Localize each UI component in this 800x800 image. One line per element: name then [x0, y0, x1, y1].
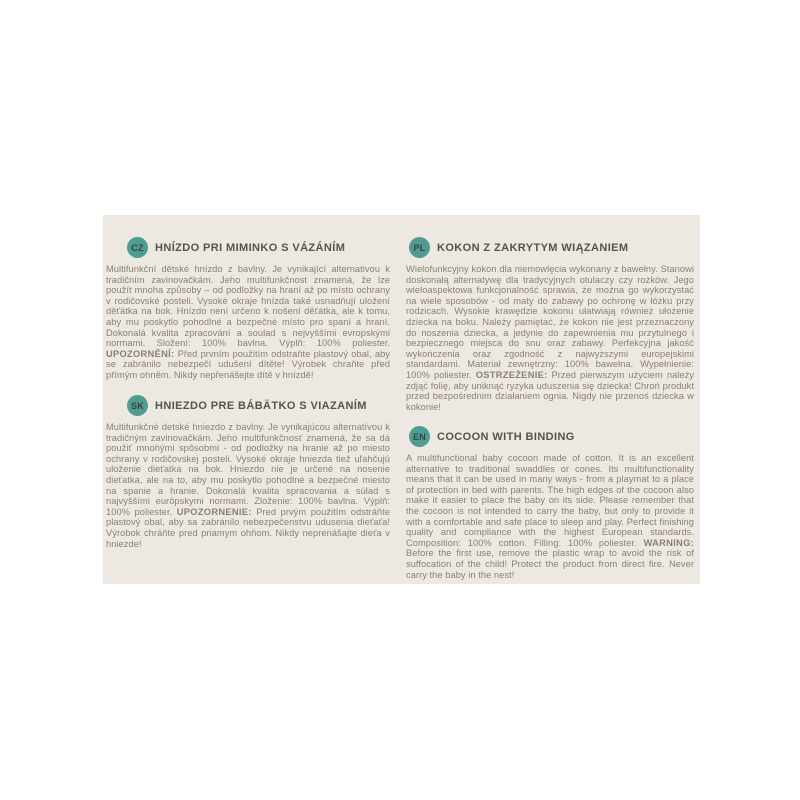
product-label-card — [103, 215, 700, 584]
section-en-warning-label: WARNING: — [643, 537, 694, 548]
section-en-title: COCOON WITH BINDING — [437, 430, 575, 443]
language-badge-en: EN — [409, 426, 430, 447]
language-badge-sk: SK — [127, 395, 148, 416]
section-sk-body-post: Pred prvým použitím odstráňte plastový obal, aby sa zabránilo nebezpečenstvu udusenia dieťaťa! Výrobok chráňte pred priamym ohňom. Nikdy neprenášajte dieťa v hniezde! — [106, 506, 390, 549]
section-sk-body-pre: Multifunkčné detské hniezdo z bavlny. Je vynikajúcou alternatívou k tradičným zavinovačkám. Jeho multifunkčnosť znamená, že sa dá použiť mnohými spôsobmi - od podložky na hranie až po miesto ochrany v rodičovskej posteli. Vysoké okraje hniezda tiež uľahčujú uloženie dieťatka na bok. Hniezdo nie je určené na nosenie dieťatka, ale na to, aby mu poskytlo pohodlné a bezpečné miesto na spanie a hranie. Dokonalá kvalita spracovania a súlad s najvyššími európskymi normami. Zloženie: 100% bavlna. Výplň: 100% poliester. — [106, 422, 390, 517]
language-badge-cz: CZ — [127, 237, 148, 258]
section-sk-body — [106, 422, 390, 549]
section-en — [406, 426, 694, 589]
section-cz-body-pre: Multifunkční dětské hnízdo z bavlny. Je vynikající alternativou k tradičním zavinovačkám. Jeho multifunkčnost znamená, že lze použít mnoha způsoby – od podložky na hraní až po místo ochrany v rodičovské posteli. Vysoké okraje hnízda také usnadňují uložení děťátka na bok. Hnízdo není určeno k nošení děťátka, ale k tomu, aby mu poskytlo pohodlné a bezpečné místo pro spaní a hraní. Dokonalá kvalita zpracování a soulad s nejvyššími evropskými normami. Složení: 100% bavlna. Výplň: 100% poliester. — [106, 264, 390, 349]
section-pl-warning-label: OSTRZEŻENIE: — [475, 369, 548, 380]
section-cz-body-post: Před prvním použitím odstraňte plastový obal, aby se zabránilo nebezpečí udušení dítěte! Výrobek chraňte před přímým ohněm. Nikdy nepřenášejte dítě v hnízdě! — [106, 348, 390, 380]
section-cz-warning-label: UPOZORNĚNÍ: — [106, 348, 175, 359]
section-en-body-post: Before the first use, remove the plastic wrap to avoid the risk of suffocation of the child! Protect the product from direct fire. Never carry the baby in the nest! — [406, 548, 694, 580]
section-cz-body — [106, 264, 390, 381]
section-pl-header — [409, 237, 694, 258]
section-pl-title: KOKON Z ZAKRYTYM WIĄZANIEM — [437, 241, 629, 254]
section-sk — [106, 395, 390, 558]
section-en-body — [406, 453, 694, 580]
section-pl — [406, 237, 694, 422]
language-badge-pl: PL — [409, 237, 430, 258]
section-cz — [106, 237, 390, 390]
section-cz-header — [127, 237, 390, 258]
section-sk-header — [127, 395, 390, 416]
section-pl-body — [406, 264, 694, 412]
section-sk-warning-label: UPOZORNENIE: — [176, 506, 252, 517]
section-sk-title: HNIEZDO PRE BÁBÄTKO S VIAZANÍM — [155, 399, 367, 412]
section-en-body-pre: A multifunctional baby cocoon made of cotton. It is an excellent alternative to traditional swaddles or cones. Its multifunctionality means that it can be used in many ways - from a playmat to a place of protection in bed with parents. The high edges of the cocoon also make it easier to place the baby on its side. Please remember that the cocoon is not intended to carry the baby, but only to provide it with a comfortable and safe place to sleep and play. Perfect finishing quality and compliance with the highest European standards. Composition: 100% cotton. Filling: 100% poliester. — [406, 453, 694, 548]
section-en-header — [409, 426, 694, 447]
section-pl-body-post: Przed pierwszym użyciem należy zdjąć folię, aby uniknąć ryzyka uduszenia się dziecka! Chroń produkt przed bezpośrednim działaniem ognia. Nigdy nie przenoś dziecka w kokonie! — [406, 369, 694, 412]
section-cz-title: HNÍZDO PRI MIMINKO S VÁZÁNÍM — [155, 241, 346, 254]
section-pl-body-pre: Wielofunkcyjny kokon dla niemowlęcia wykonany z bawełny. Stanowi doskonałą alternatywę dla tradycyjnych otulaczy czy rożków. Jego wieloaspektowa funkcjonalność sprawia, że można go wykorzystać na wiele sposobów - od maty do zabawy po ochronę w łóżku przy rodzicach. Wysokie krawędzie kokonu ułatwiają również ułożenie dziecka na boku. Należy pamiętać, że kokon nie jest przeznaczony do noszenia dziecka, a jedynie do zapewnienia mu przytulnego i bezpiecznego miejsca do snu oraz zabawy. Perfekcyjna jakość wykończenia oraz zgodność z najwyższymi europejskimi standardami. Materiał zewnętrzny: 100% bawełna. Wypełnienie: 100% poliester. — [406, 264, 694, 380]
